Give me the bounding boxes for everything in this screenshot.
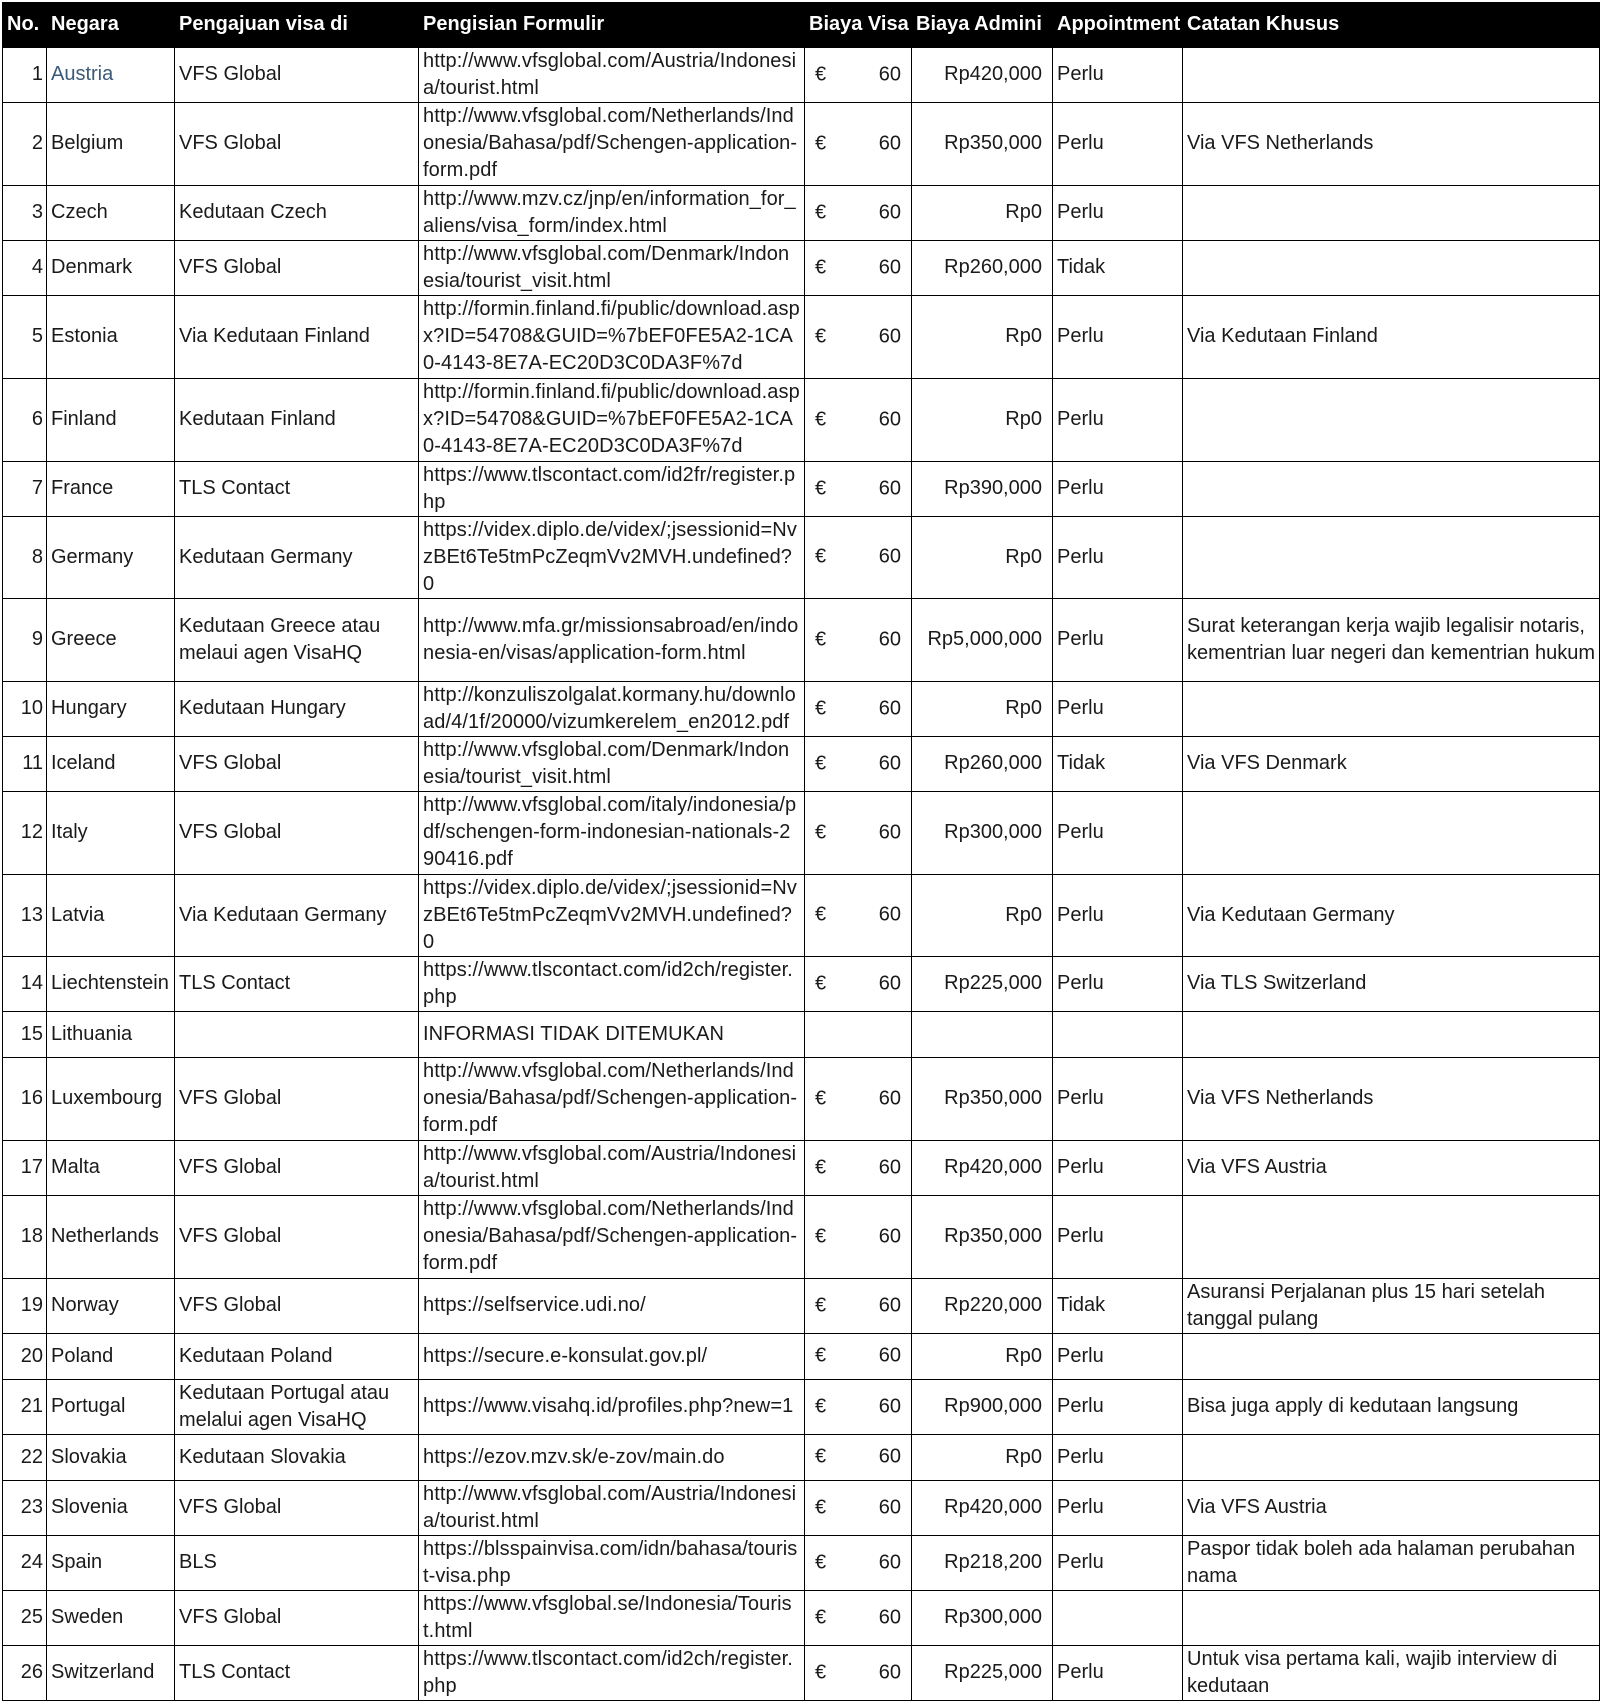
currency-symbol: € [815, 325, 827, 347]
visa-fee-amount: 60 [878, 628, 901, 650]
cell-admin-fee[interactable]: Rp5,000,000 [912, 598, 1053, 681]
cell-no[interactable]: 1 [3, 47, 47, 102]
cell-apply-at[interactable]: VFS Global [175, 1057, 419, 1140]
currency-symbol: € [815, 545, 827, 568]
cell-visa-fee[interactable] [805, 681, 912, 736]
visa-fee-amount: 60 [878, 752, 901, 774]
cell-appointment[interactable]: Perlu [1053, 1057, 1183, 1140]
cell-apply-at[interactable]: VFS Global [175, 736, 419, 791]
cell-form-url[interactable]: http://konzuliszolgalat.kormany.hu/download/4/1f/20000/vizumkerelem_en2012.pdf [419, 681, 805, 736]
cell-apply-at[interactable]: VFS Global [175, 102, 419, 185]
cell-visa-fee[interactable] [805, 295, 912, 378]
visa-table [2, 2, 1600, 1701]
cell-form-url[interactable]: http://www.vfsglobal.com/Netherlands/Indonesia/Bahasa/pdf/Schengen-application-form.pdf [419, 102, 805, 185]
cell-admin-fee[interactable]: Rp225,000 [912, 956, 1053, 1011]
cell-note[interactable] [1183, 791, 1600, 874]
cell-country[interactable]: Liechtenstein [47, 956, 175, 1011]
cell-note[interactable] [1183, 1011, 1600, 1057]
cell-form-url[interactable]: https://www.tlscontact.com/id2fr/register.php [419, 461, 805, 516]
cell-note[interactable]: Via Kedutaan Finland [1183, 295, 1600, 378]
cell-admin-fee[interactable]: Rp390,000 [912, 461, 1053, 516]
cell-no[interactable]: 25 [3, 1590, 47, 1645]
currency-symbol: € [815, 477, 827, 499]
cell-country[interactable]: Portugal [47, 1379, 175, 1434]
cell-admin-fee[interactable]: Rp0 [912, 874, 1053, 956]
cell-country[interactable]: Sweden [47, 1590, 175, 1645]
currency-symbol: € [815, 972, 827, 994]
cell-admin-fee[interactable]: Rp0 [912, 295, 1053, 378]
table-row [3, 1140, 1600, 1195]
visa-fee-amount: 60 [878, 1395, 901, 1417]
cell-country[interactable]: Czech [47, 185, 175, 240]
cell-no[interactable]: 3 [3, 185, 47, 240]
cell-no[interactable]: 14 [3, 956, 47, 1011]
visa-fee-amount: 60 [878, 201, 901, 223]
cell-country[interactable]: Netherlands [47, 1195, 175, 1278]
cell-visa-fee[interactable] [805, 736, 912, 791]
cell-no[interactable]: 12 [3, 791, 47, 874]
visa-fee-amount: 60 [878, 256, 901, 278]
cell-admin-fee[interactable]: Rp300,000 [912, 791, 1053, 874]
cell-appointment[interactable]: Perlu [1053, 1645, 1183, 1700]
cell-country[interactable]: Latvia [47, 874, 175, 956]
cell-apply-at[interactable]: Kedutaan Germany [175, 516, 419, 598]
table-row [3, 1333, 1600, 1379]
cell-form-url[interactable]: http://www.vfsglobal.com/Austria/Indonesia/tourist.html [419, 47, 805, 102]
table-row [3, 791, 1600, 874]
cell-country[interactable]: Italy [47, 791, 175, 874]
cell-country[interactable]: Slovenia [47, 1480, 175, 1535]
table-row [3, 1645, 1600, 1700]
cell-apply-at[interactable]: TLS Contact [175, 461, 419, 516]
cell-form-url[interactable]: http://formin.finland.fi/public/download.aspx?ID=54708&GUID=%7bEF0FE5A2-1CA0-4143-8E7A-EC20D3C0DA3F%7d [419, 378, 805, 461]
cell-no[interactable]: 4 [3, 240, 47, 295]
cell-country[interactable]: Hungary [47, 681, 175, 736]
cell-appointment[interactable]: Perlu [1053, 1535, 1183, 1590]
currency-symbol: € [815, 1661, 827, 1683]
cell-no[interactable]: 11 [3, 736, 47, 791]
table-row [3, 956, 1600, 1011]
cell-no[interactable]: 6 [3, 378, 47, 461]
cell-visa-fee[interactable] [805, 185, 912, 240]
cell-appointment[interactable]: Perlu [1053, 1434, 1183, 1480]
currency-symbol: € [815, 903, 827, 926]
cell-no[interactable]: 7 [3, 461, 47, 516]
cell-form-url[interactable]: https://videx.diplo.de/videx/;jsessionid=NvzBEt6Te5tmPcZeqmVv2MVH.undefined?0 [419, 874, 805, 956]
header-biaya-visa[interactable]: Biaya Visa [805, 2, 912, 47]
cell-visa-fee[interactable] [805, 598, 912, 681]
cell-visa-fee[interactable] [805, 1590, 912, 1645]
currency-symbol: € [815, 1395, 827, 1417]
cell-country[interactable]: Switzerland [47, 1645, 175, 1700]
visa-fee-amount: 60 [878, 1445, 901, 1468]
visa-fee-amount: 60 [878, 1156, 901, 1178]
currency-symbol: € [815, 408, 827, 430]
currency-symbol: € [815, 1294, 827, 1316]
cell-country[interactable]: Estonia [47, 295, 175, 378]
currency-symbol: € [815, 1445, 827, 1468]
visa-fee-amount: 60 [878, 1087, 901, 1109]
visa-fee-amount: 60 [878, 1496, 901, 1518]
cell-admin-fee[interactable]: Rp420,000 [912, 47, 1053, 102]
cell-form-url[interactable]: http://www.vfsglobal.com/italy/indonesia/pdf/schengen-form-indonesian-nationals-290416.pdf [419, 791, 805, 874]
table-row [3, 1057, 1600, 1140]
header-appointment[interactable]: Appointment [1053, 2, 1183, 47]
cell-form-url[interactable]: https://www.tlscontact.com/id2ch/register.php [419, 1645, 805, 1700]
cell-visa-fee[interactable] [805, 1480, 912, 1535]
cell-note[interactable]: Via VFS Netherlands [1183, 102, 1600, 185]
table-row [3, 461, 1600, 516]
cell-apply-at[interactable]: Kedutaan Greece atau melaui agen VisaHQ [175, 598, 419, 681]
cell-country[interactable]: Slovakia [47, 1434, 175, 1480]
cell-no[interactable]: 5 [3, 295, 47, 378]
table-row [3, 295, 1600, 378]
cell-note[interactable] [1183, 1195, 1600, 1278]
cell-no[interactable]: 13 [3, 874, 47, 956]
cell-no[interactable]: 10 [3, 681, 47, 736]
visa-fee-amount: 60 [878, 821, 901, 843]
cell-admin-fee[interactable]: Rp420,000 [912, 1480, 1053, 1535]
cell-note[interactable] [1183, 378, 1600, 461]
cell-no[interactable]: 19 [3, 1278, 47, 1333]
cell-apply-at[interactable]: VFS Global [175, 1590, 419, 1645]
cell-apply-at[interactable]: Kedutaan Czech [175, 185, 419, 240]
cell-note[interactable]: Via VFS Netherlands [1183, 1057, 1600, 1140]
header-row [3, 2, 1600, 47]
cell-apply-at[interactable]: VFS Global [175, 47, 419, 102]
table-row [3, 378, 1600, 461]
cell-apply-at[interactable]: TLS Contact [175, 956, 419, 1011]
cell-admin-fee[interactable]: Rp350,000 [912, 1195, 1053, 1278]
cell-no[interactable]: 9 [3, 598, 47, 681]
cell-admin-fee[interactable]: Rp225,000 [912, 1645, 1053, 1700]
cell-appointment[interactable]: Tidak [1053, 736, 1183, 791]
currency-symbol: € [815, 256, 827, 278]
cell-note[interactable]: Via Kedutaan Germany [1183, 874, 1600, 956]
cell-form-url[interactable]: http://www.vfsglobal.com/Austria/Indonesia/tourist.html [419, 1480, 805, 1535]
table-row [3, 1195, 1600, 1278]
cell-country[interactable]: Finland [47, 378, 175, 461]
cell-form-url[interactable]: https://videx.diplo.de/videx/;jsessionid=NvzBEt6Te5tmPcZeqmVv2MVH.undefined?0 [419, 516, 805, 598]
cell-country[interactable]: Norway [47, 1278, 175, 1333]
cell-note[interactable]: Via VFS Denmark [1183, 736, 1600, 791]
cell-visa-fee[interactable] [805, 516, 912, 598]
table-row [3, 1011, 1600, 1057]
cell-country[interactable]: France [47, 461, 175, 516]
cell-form-url[interactable]: http://www.vfsglobal.com/Netherlands/Indonesia/Bahasa/pdf/Schengen-application-form.pdf [419, 1195, 805, 1278]
cell-note[interactable]: Asuransi Perjalanan plus 15 hari setelah tanggal pulang [1183, 1278, 1600, 1333]
cell-no[interactable]: 21 [3, 1379, 47, 1434]
cell-admin-fee[interactable]: Rp350,000 [912, 1057, 1053, 1140]
header-negara[interactable]: Negara [47, 2, 175, 47]
cell-apply-at[interactable]: Via Kedutaan Finland [175, 295, 419, 378]
cell-appointment[interactable]: Perlu [1053, 461, 1183, 516]
cell-visa-fee[interactable] [805, 378, 912, 461]
cell-admin-fee[interactable]: Rp0 [912, 681, 1053, 736]
table-body [3, 47, 1600, 1700]
cell-appointment[interactable]: Perlu [1053, 102, 1183, 185]
cell-country[interactable]: Denmark [47, 240, 175, 295]
cell-apply-at[interactable]: BLS [175, 1535, 419, 1590]
cell-note[interactable]: Surat keterangan kerja wajib legalisir notaris, kementrian luar negeri dan kementrian hukum [1183, 598, 1600, 681]
header-pengajuan[interactable]: Pengajuan visa di [175, 2, 419, 47]
table-row [3, 874, 1600, 956]
visa-fee-amount: 60 [878, 63, 901, 85]
cell-admin-fee[interactable]: Rp900,000 [912, 1379, 1053, 1434]
currency-symbol: € [815, 1551, 827, 1573]
cell-form-url[interactable]: https://secure.e-konsulat.gov.pl/ [419, 1333, 805, 1379]
cell-no[interactable]: 16 [3, 1057, 47, 1140]
cell-apply-at[interactable]: VFS Global [175, 1195, 419, 1278]
cell-country[interactable]: Spain [47, 1535, 175, 1590]
cell-appointment[interactable]: Perlu [1053, 874, 1183, 956]
cell-country[interactable]: Austria [47, 47, 175, 102]
cell-apply-at[interactable]: VFS Global [175, 240, 419, 295]
cell-no[interactable]: 8 [3, 516, 47, 598]
cell-no[interactable]: 22 [3, 1434, 47, 1480]
cell-form-url[interactable]: http://formin.finland.fi/public/download.aspx?ID=54708&GUID=%7bEF0FE5A2-1CA0-4143-8E7A-EC20D3C0DA3F%7d [419, 295, 805, 378]
currency-symbol: € [815, 132, 827, 154]
cell-visa-fee[interactable] [805, 874, 912, 956]
table-row [3, 1480, 1600, 1535]
cell-admin-fee[interactable] [912, 1011, 1053, 1057]
header-biaya-admin[interactable]: Biaya Admini [912, 2, 1053, 47]
cell-note[interactable]: Via TLS Switzerland [1183, 956, 1600, 1011]
visa-fee-amount: 60 [878, 325, 901, 347]
cell-country[interactable]: Poland [47, 1333, 175, 1379]
header-no[interactable]: No. [3, 2, 47, 47]
table-row [3, 1535, 1600, 1590]
cell-form-url[interactable]: https://blsspainvisa.com/idn/bahasa/tourist-visa.php [419, 1535, 805, 1590]
cell-appointment[interactable]: Perlu [1053, 516, 1183, 598]
visa-fee-amount: 60 [878, 1225, 901, 1247]
cell-apply-at[interactable]: VFS Global [175, 791, 419, 874]
cell-no[interactable]: 15 [3, 1011, 47, 1057]
cell-form-url[interactable]: http://www.vfsglobal.com/Netherlands/Indonesia/Bahasa/pdf/Schengen-application-form.pdf [419, 1057, 805, 1140]
cell-appointment[interactable]: Perlu [1053, 1195, 1183, 1278]
currency-symbol: € [815, 1156, 827, 1178]
cell-visa-fee[interactable] [805, 1434, 912, 1480]
cell-no[interactable]: 17 [3, 1140, 47, 1195]
cell-note[interactable]: Paspor tidak boleh ada halaman perubahan nama [1183, 1535, 1600, 1590]
cell-note[interactable] [1183, 185, 1600, 240]
cell-note[interactable]: Bisa juga apply di kedutaan langsung [1183, 1379, 1600, 1434]
table-row [3, 240, 1600, 295]
currency-symbol: € [815, 1344, 827, 1367]
visa-fee-amount: 60 [878, 1661, 901, 1683]
table-row [3, 1434, 1600, 1480]
cell-appointment[interactable]: Perlu [1053, 681, 1183, 736]
cell-no[interactable]: 23 [3, 1480, 47, 1535]
cell-country[interactable]: Malta [47, 1140, 175, 1195]
visa-fee-amount: 60 [878, 132, 901, 154]
currency-symbol: € [815, 628, 827, 650]
cell-visa-fee[interactable] [805, 956, 912, 1011]
visa-fee-amount: 60 [878, 408, 901, 430]
visa-fee-amount: 60 [878, 477, 901, 499]
cell-note[interactable] [1183, 1590, 1600, 1645]
cell-admin-fee[interactable]: Rp260,000 [912, 240, 1053, 295]
visa-fee-amount: 60 [878, 545, 901, 568]
cell-country[interactable]: Luxembourg [47, 1057, 175, 1140]
cell-visa-fee[interactable] [805, 1278, 912, 1333]
cell-note[interactable]: Via VFS Austria [1183, 1140, 1600, 1195]
cell-form-url[interactable]: http://www.vfsglobal.com/Denmark/Indonesia/tourist_visit.html [419, 736, 805, 791]
cell-note[interactable]: Via VFS Austria [1183, 1480, 1600, 1535]
cell-appointment[interactable] [1053, 1590, 1183, 1645]
cell-form-url[interactable]: https://www.tlscontact.com/id2ch/register.php [419, 956, 805, 1011]
cell-visa-fee[interactable] [805, 1379, 912, 1434]
table-row [3, 47, 1600, 102]
cell-apply-at[interactable]: TLS Contact [175, 1645, 419, 1700]
cell-appointment[interactable] [1053, 1011, 1183, 1057]
cell-appointment[interactable]: Perlu [1053, 1480, 1183, 1535]
cell-visa-fee[interactable] [805, 1645, 912, 1700]
header-formulir[interactable]: Pengisian Formulir [419, 2, 805, 47]
cell-appointment[interactable]: Perlu [1053, 378, 1183, 461]
cell-apply-at[interactable]: VFS Global [175, 1278, 419, 1333]
cell-country[interactable]: Iceland [47, 736, 175, 791]
currency-symbol: € [815, 63, 827, 85]
cell-admin-fee[interactable]: Rp260,000 [912, 736, 1053, 791]
cell-note[interactable] [1183, 461, 1600, 516]
currency-symbol: € [815, 201, 827, 223]
table-row [3, 598, 1600, 681]
cell-visa-fee[interactable] [805, 1057, 912, 1140]
table-row [3, 1278, 1600, 1333]
cell-apply-at[interactable]: Kedutaan Finland [175, 378, 419, 461]
cell-note[interactable] [1183, 1333, 1600, 1379]
cell-form-url[interactable]: https://ezov.mzv.sk/e-zov/main.do [419, 1434, 805, 1480]
cell-country[interactable]: Belgium [47, 102, 175, 185]
cell-admin-fee[interactable]: Rp0 [912, 378, 1053, 461]
cell-appointment[interactable]: Perlu [1053, 956, 1183, 1011]
cell-form-url[interactable]: https://www.visahq.id/profiles.php?new=1 [419, 1379, 805, 1434]
cell-note[interactable]: Untuk visa pertama kali, wajib interview di kedutaan [1183, 1645, 1600, 1700]
cell-appointment[interactable]: Perlu [1053, 1333, 1183, 1379]
cell-country[interactable]: Greece [47, 598, 175, 681]
visa-fee-amount: 60 [878, 697, 901, 719]
visa-fee-amount: 60 [878, 1344, 901, 1367]
cell-visa-fee[interactable] [805, 240, 912, 295]
table-row [3, 185, 1600, 240]
cell-appointment[interactable]: Perlu [1053, 295, 1183, 378]
cell-admin-fee[interactable]: Rp218,200 [912, 1535, 1053, 1590]
currency-symbol: € [815, 1087, 827, 1109]
header-catatan[interactable]: Catatan Khusus [1183, 2, 1600, 47]
cell-appointment[interactable]: Perlu [1053, 791, 1183, 874]
currency-symbol: € [815, 1496, 827, 1518]
cell-apply-at[interactable]: Kedutaan Portugal atau melalui agen VisaHQ [175, 1379, 419, 1434]
cell-admin-fee[interactable]: Rp300,000 [912, 1590, 1053, 1645]
table-row [3, 736, 1600, 791]
currency-symbol: € [815, 697, 827, 719]
visa-fee-amount: 60 [878, 972, 901, 994]
currency-symbol: € [815, 1225, 827, 1247]
cell-no[interactable]: 2 [3, 102, 47, 185]
cell-appointment[interactable]: Perlu [1053, 598, 1183, 681]
cell-visa-fee[interactable] [805, 461, 912, 516]
cell-country[interactable]: Lithuania [47, 1011, 175, 1057]
visa-fee-amount: 60 [878, 903, 901, 926]
cell-form-url[interactable]: INFORMASI TIDAK DITEMUKAN [419, 1011, 805, 1057]
table-row [3, 1590, 1600, 1645]
visa-fee-amount: 60 [878, 1551, 901, 1573]
cell-note[interactable] [1183, 240, 1600, 295]
cell-no[interactable]: 18 [3, 1195, 47, 1278]
table-row [3, 1379, 1600, 1434]
cell-appointment[interactable]: Perlu [1053, 1379, 1183, 1434]
cell-admin-fee[interactable]: Rp0 [912, 516, 1053, 598]
cell-admin-fee[interactable]: Rp420,000 [912, 1140, 1053, 1195]
visa-fee-amount: 60 [878, 1606, 901, 1628]
cell-visa-fee[interactable] [805, 1535, 912, 1590]
cell-note[interactable] [1183, 516, 1600, 598]
cell-form-url[interactable]: http://www.mfa.gr/missionsabroad/en/indonesia-en/visas/application-form.html [419, 598, 805, 681]
cell-appointment[interactable]: Tidak [1053, 1278, 1183, 1333]
cell-apply-at[interactable]: Kedutaan Poland [175, 1333, 419, 1379]
cell-visa-fee[interactable] [805, 102, 912, 185]
cell-no[interactable]: 24 [3, 1535, 47, 1590]
cell-apply-at[interactable]: Kedutaan Slovakia [175, 1434, 419, 1480]
cell-form-url[interactable]: https://selfservice.udi.no/ [419, 1278, 805, 1333]
cell-admin-fee[interactable]: Rp0 [912, 185, 1053, 240]
table-row [3, 681, 1600, 736]
cell-visa-fee[interactable] [805, 1195, 912, 1278]
cell-apply-at[interactable]: Via Kedutaan Germany [175, 874, 419, 956]
cell-visa-fee[interactable] [805, 1011, 912, 1057]
currency-symbol: € [815, 821, 827, 843]
cell-no[interactable]: 26 [3, 1645, 47, 1700]
cell-form-url[interactable]: http://www.vfsglobal.com/Denmark/Indonesia/tourist_visit.html [419, 240, 805, 295]
cell-appointment[interactable]: Perlu [1053, 185, 1183, 240]
cell-country[interactable]: Germany [47, 516, 175, 598]
cell-note[interactable] [1183, 1434, 1600, 1480]
cell-note[interactable] [1183, 681, 1600, 736]
cell-visa-fee[interactable] [805, 1140, 912, 1195]
cell-admin-fee[interactable]: Rp350,000 [912, 102, 1053, 185]
cell-visa-fee[interactable] [805, 47, 912, 102]
visa-spreadsheet [2, 2, 1599, 1701]
currency-symbol: € [815, 1606, 827, 1628]
cell-form-url[interactable]: http://www.mzv.cz/jnp/en/information_for_aliens/visa_form/index.html [419, 185, 805, 240]
cell-form-url[interactable]: https://www.vfsglobal.se/Indonesia/Tourist.html [419, 1590, 805, 1645]
cell-apply-at[interactable] [175, 1011, 419, 1057]
cell-appointment[interactable]: Perlu [1053, 1140, 1183, 1195]
currency-symbol: € [815, 752, 827, 774]
cell-appointment[interactable]: Perlu [1053, 47, 1183, 102]
visa-fee-amount: 60 [878, 1294, 901, 1316]
cell-note[interactable] [1183, 47, 1600, 102]
cell-visa-fee[interactable] [805, 791, 912, 874]
cell-apply-at[interactable]: VFS Global [175, 1480, 419, 1535]
cell-admin-fee[interactable]: Rp0 [912, 1434, 1053, 1480]
table-row [3, 102, 1600, 185]
cell-appointment[interactable]: Tidak [1053, 240, 1183, 295]
cell-visa-fee[interactable] [805, 1333, 912, 1379]
cell-admin-fee[interactable]: Rp0 [912, 1333, 1053, 1379]
cell-admin-fee[interactable]: Rp220,000 [912, 1278, 1053, 1333]
cell-apply-at[interactable]: Kedutaan Hungary [175, 681, 419, 736]
table-row [3, 516, 1600, 598]
cell-no[interactable]: 20 [3, 1333, 47, 1379]
cell-apply-at[interactable]: VFS Global [175, 1140, 419, 1195]
cell-form-url[interactable]: http://www.vfsglobal.com/Austria/Indonesia/tourist.html [419, 1140, 805, 1195]
